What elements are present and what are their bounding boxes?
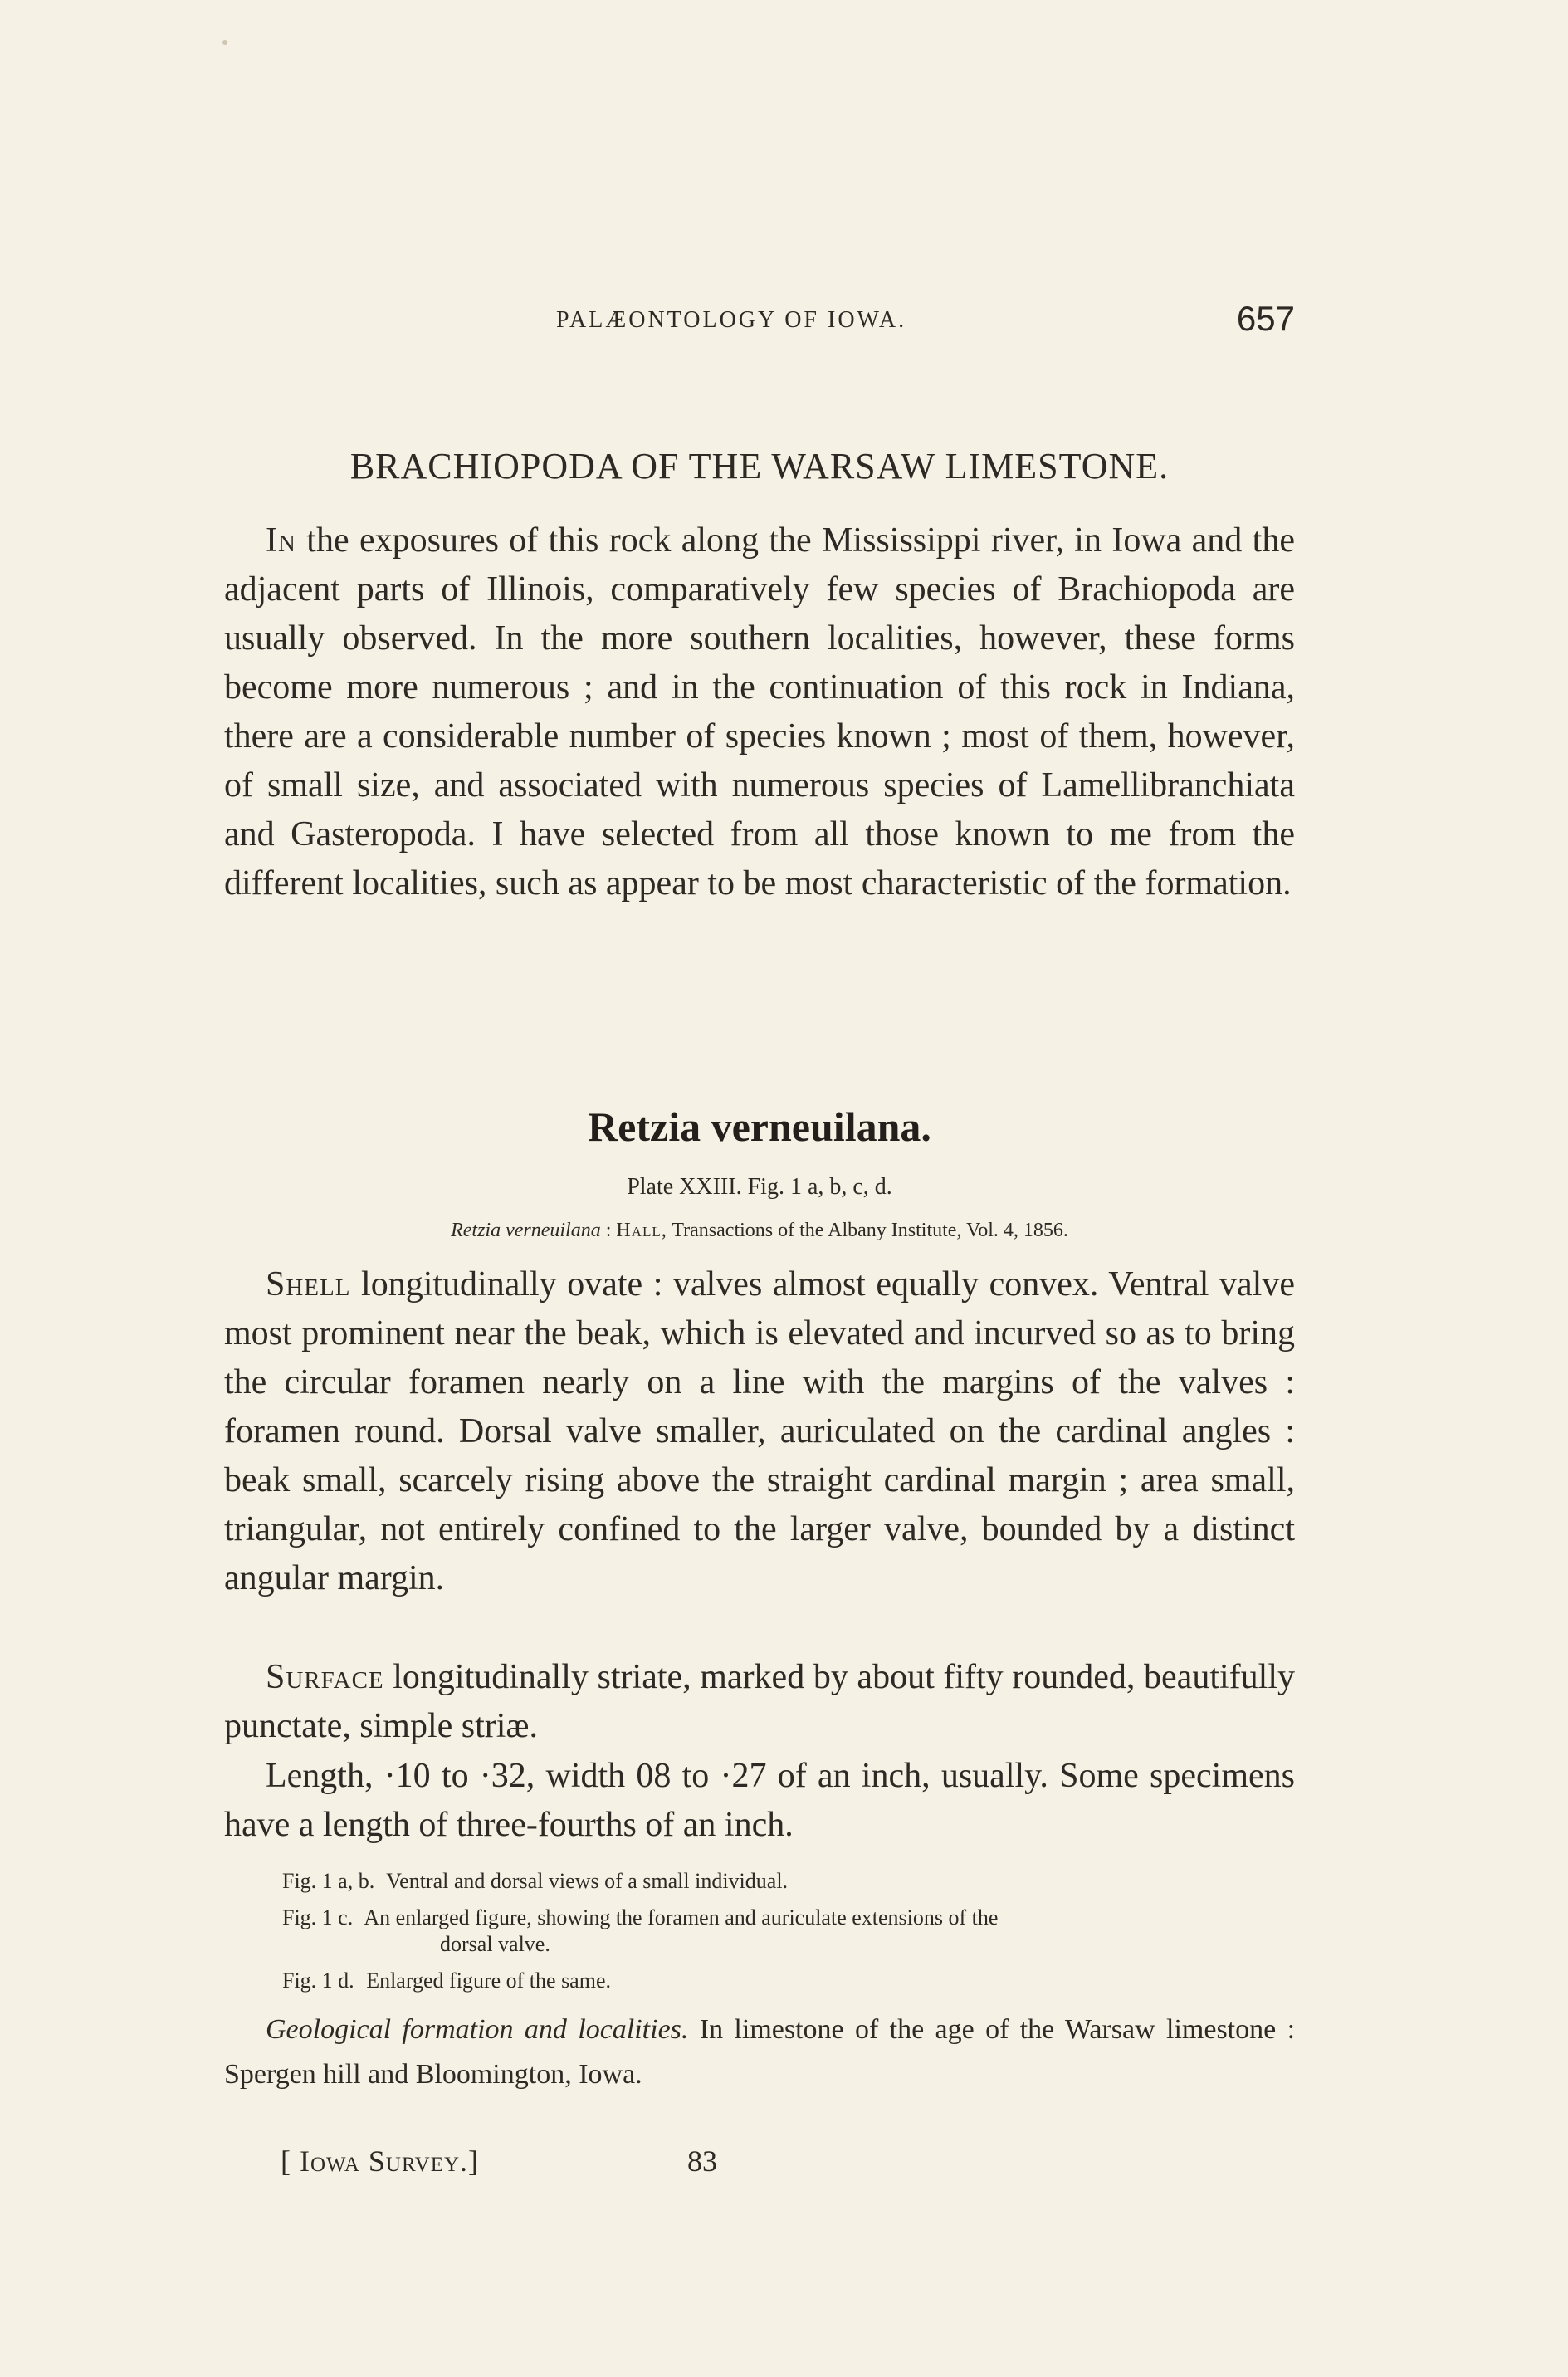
surface-lead: Surface	[266, 1658, 384, 1696]
intro-text: the exposures of this rock along the Mississippi river, in Iowa and the adjacent parts of Illinois, comparatively few species of Brachiopoda are usually observed. In the more southern localities, however, these forms become more numerous ; and in the continuation of this rock in Indiana, there are a considerable number of species known ; most of them, however, of small size, and associated with numerous species of Lamellibranchiata and Gasteropoda. I have selected from all those known to me from the different localities, such as appear to be most characteristic of the formation.	[224, 521, 1295, 902]
synonymy	[224, 1220, 1295, 1242]
signature-number: 83	[687, 2145, 717, 2178]
figure-label: Fig. 1 a, b.	[282, 1869, 375, 1893]
shell-lead: Shell	[266, 1265, 351, 1303]
geology-text: In limestone of the age of the Warsaw limestone : Spergen hill and Bloomington, Iowa.	[224, 2014, 1296, 2090]
geological-formation	[224, 2008, 1295, 2097]
page-number: 657	[1236, 299, 1295, 338]
figure-caption	[282, 1868, 1295, 1895]
figure-caption	[282, 1968, 1295, 1994]
figure-text-continued: dorsal valve.	[440, 1932, 550, 1956]
plate-reference: Plate XXIII. Fig. 1 a, b, c, d.	[627, 1174, 892, 1200]
figure-label: Fig. 1 d.	[282, 1969, 354, 1993]
intro-lead: In	[266, 521, 296, 560]
surface-text: longitudinally striate, marked by about fifty rounded, beautifully punctate, simple striæ.	[224, 1658, 1295, 1745]
figure-label: Fig. 1 c.	[282, 1905, 354, 1929]
page-footer	[281, 2144, 779, 2185]
shell-description	[224, 1260, 1295, 1603]
species-title: Retzia verneuilana.	[588, 1103, 931, 1150]
synonymy-source: Transactions of the Albany Institute, Vol. 4, 1856.	[667, 1220, 1068, 1241]
page-blemish	[222, 40, 227, 45]
section-heading: BRACHIOPODA OF THE WARSAW LIMESTONE.	[349, 446, 1170, 487]
surface-description	[224, 1653, 1295, 1751]
geology-label: Geological formation and localities.	[266, 2014, 689, 2045]
figure-captions	[282, 1868, 1295, 2004]
shell-text: longitudinally ovate : valves almost equally convex. Ventral valve most prominent near the beak, which is elevated and incurved so as to bring the circular foramen nearly on a line with the margins of the valves : foramen round. Dorsal valve smaller, auriculated on the cardinal angles : beak small, scarcely rising above the straight cardinal margin ; area small, triangular, not entirely confined to the larger valve, bounded by a distinct angular margin.	[224, 1265, 1295, 1597]
running-title: PALÆONTOLOGY OF IOWA.	[556, 307, 907, 333]
measurements: Length, ·10 to ·32, width 08 to ·27 of an inch, usually. Some specimens have a length of three-fourths of an inch.	[224, 1757, 1295, 1844]
intro-paragraph	[224, 516, 1295, 908]
running-head	[224, 299, 1295, 349]
figure-text: Ventral and dorsal views of a small individual.	[386, 1869, 789, 1893]
synonymy-sep: :	[600, 1220, 617, 1241]
signature-mark: [ Iowa Survey.]	[281, 2145, 480, 2178]
figure-text: An enlarged figure, showing the foramen and auriculate extensions of the	[364, 1905, 999, 1929]
figure-text: Enlarged figure of the same.	[366, 1969, 611, 1993]
synonymy-author: Hall,	[616, 1220, 667, 1241]
synonymy-name: Retzia verneuilana	[451, 1220, 601, 1241]
figure-caption	[282, 1905, 1295, 1958]
